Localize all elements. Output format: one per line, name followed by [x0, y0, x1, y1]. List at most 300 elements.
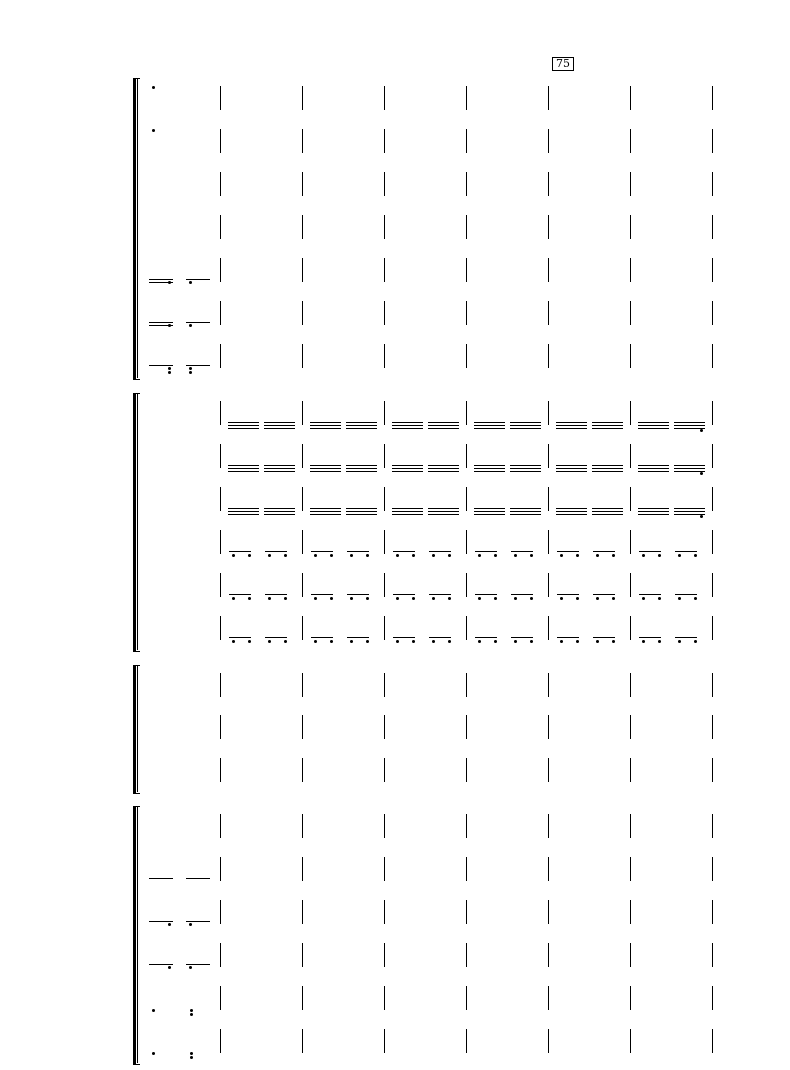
beam-line	[592, 508, 623, 509]
barline	[220, 444, 221, 468]
beam-line	[511, 637, 533, 638]
octave-dot	[248, 597, 251, 600]
beam-line	[474, 428, 505, 429]
barline	[302, 758, 303, 782]
octave-dot	[658, 554, 661, 557]
barline	[466, 814, 467, 838]
barline	[466, 129, 467, 153]
beam-line	[639, 637, 661, 638]
barline	[384, 986, 385, 1010]
octave-dot	[232, 597, 235, 600]
beam-line	[149, 878, 173, 879]
beam-line	[475, 637, 497, 638]
barline	[712, 900, 713, 924]
beam-line	[310, 425, 341, 426]
beam-line	[556, 422, 587, 423]
beam-line	[310, 428, 341, 429]
beam-line	[310, 508, 341, 509]
barline	[220, 715, 221, 739]
barline	[548, 616, 549, 640]
barline	[384, 616, 385, 640]
beam-line	[511, 551, 533, 552]
barline	[384, 857, 385, 881]
octave-dot	[268, 554, 271, 557]
beam-line	[638, 428, 669, 429]
beam-line	[347, 594, 369, 595]
barline	[302, 129, 303, 153]
barline	[548, 943, 549, 967]
barline	[466, 258, 467, 282]
octave-dot	[330, 554, 333, 557]
octave-dot	[168, 324, 171, 327]
barline	[302, 573, 303, 597]
barline	[548, 344, 549, 368]
octave-dot	[612, 597, 615, 600]
octave-dot	[478, 640, 481, 643]
barline	[302, 487, 303, 511]
octave-dot	[530, 554, 533, 557]
beam-line	[347, 637, 369, 638]
octave-dot	[152, 129, 155, 132]
beam-line	[264, 468, 295, 469]
barline	[548, 857, 549, 881]
beam-line	[311, 551, 333, 552]
barline	[548, 814, 549, 838]
beam-line	[392, 428, 423, 429]
barline	[466, 715, 467, 739]
barline	[220, 344, 221, 368]
barline	[302, 900, 303, 924]
beam-line	[557, 551, 579, 552]
octave-dot	[448, 640, 451, 643]
beam-line	[265, 637, 287, 638]
barline	[712, 487, 713, 511]
barline	[630, 1029, 631, 1053]
octave-dot	[448, 597, 451, 600]
beam-line	[228, 468, 259, 469]
barline	[220, 86, 221, 110]
beam-line	[311, 594, 333, 595]
octave-dot	[232, 554, 235, 557]
beam-line	[429, 594, 451, 595]
beam-line	[392, 514, 423, 515]
barline	[712, 986, 713, 1010]
beam-line	[428, 428, 459, 429]
barline	[712, 573, 713, 597]
barline	[302, 616, 303, 640]
beam-line	[474, 511, 505, 512]
barline	[302, 172, 303, 196]
barline	[466, 487, 467, 511]
octave-dot	[152, 86, 155, 89]
barline	[384, 943, 385, 967]
octave-dot	[658, 640, 661, 643]
beam-line	[346, 425, 377, 426]
beam-line	[264, 471, 295, 472]
beam-line	[474, 422, 505, 423]
beam-line	[264, 511, 295, 512]
barline	[384, 814, 385, 838]
beam-line	[510, 468, 541, 469]
beam-line	[428, 468, 459, 469]
barline	[302, 215, 303, 239]
barline	[548, 673, 549, 697]
octave-dot	[642, 554, 645, 557]
barline	[220, 673, 221, 697]
beam-line	[556, 425, 587, 426]
barline	[302, 401, 303, 425]
barline	[712, 172, 713, 196]
barline	[630, 301, 631, 325]
barline	[630, 401, 631, 425]
beam-line	[392, 471, 423, 472]
octave-dot	[700, 429, 703, 432]
barline	[630, 530, 631, 554]
beam-line	[228, 428, 259, 429]
barline	[220, 487, 221, 511]
beam-line	[310, 511, 341, 512]
barline	[466, 215, 467, 239]
beam-line	[474, 425, 505, 426]
barline	[384, 344, 385, 368]
octave-dot	[658, 597, 661, 600]
measure-number: 75	[552, 57, 574, 71]
octave-dot	[168, 966, 171, 969]
octave-dot	[350, 640, 353, 643]
octave-dot	[478, 554, 481, 557]
barline	[712, 814, 713, 838]
barline	[548, 86, 549, 110]
beam-line	[346, 465, 377, 466]
octave-dot	[642, 640, 645, 643]
barline	[466, 758, 467, 782]
octave-dot	[350, 597, 353, 600]
octave-dot	[314, 640, 317, 643]
barline	[384, 573, 385, 597]
octave-dot	[560, 640, 563, 643]
octave-dot	[189, 966, 192, 969]
octave-dot	[268, 597, 271, 600]
octave-dot	[678, 640, 681, 643]
beam-line	[264, 508, 295, 509]
octave-dot	[314, 597, 317, 600]
barline	[548, 573, 549, 597]
octave-dot	[268, 640, 271, 643]
barline	[220, 401, 221, 425]
beam-line	[593, 594, 615, 595]
beam-line	[638, 511, 669, 512]
barline	[220, 758, 221, 782]
beam-line	[511, 594, 533, 595]
beam-line	[346, 471, 377, 472]
beam-line	[638, 514, 669, 515]
barline	[630, 616, 631, 640]
beam-line	[392, 511, 423, 512]
barline	[384, 401, 385, 425]
barline	[302, 344, 303, 368]
barline	[548, 172, 549, 196]
barline	[384, 172, 385, 196]
barline	[302, 301, 303, 325]
octave-dot	[248, 640, 251, 643]
barline	[712, 258, 713, 282]
barline	[466, 401, 467, 425]
beam-line	[228, 471, 259, 472]
octave-dot	[432, 597, 435, 600]
barline	[384, 758, 385, 782]
beam-line	[429, 637, 451, 638]
beam-line	[593, 637, 615, 638]
beam-line	[264, 514, 295, 515]
beam-line	[228, 508, 259, 509]
octave-dot	[190, 1052, 193, 1055]
beam-line	[186, 878, 210, 879]
octave-dot	[612, 554, 615, 557]
octave-dot	[168, 923, 171, 926]
octave-dot	[350, 554, 353, 557]
barline	[302, 943, 303, 967]
beam-line	[310, 514, 341, 515]
beam-line	[264, 428, 295, 429]
barline	[384, 444, 385, 468]
barline	[302, 258, 303, 282]
barline	[630, 673, 631, 697]
octave-dot	[366, 554, 369, 557]
beam-line	[556, 508, 587, 509]
octave-dot	[576, 640, 579, 643]
beam-line	[592, 471, 623, 472]
octave-dot	[396, 554, 399, 557]
barline	[302, 86, 303, 110]
barline	[220, 573, 221, 597]
beam-line	[311, 637, 333, 638]
octave-dot	[596, 554, 599, 557]
beam-line	[592, 422, 623, 423]
octave-dot	[396, 597, 399, 600]
beam-line	[510, 514, 541, 515]
barline	[630, 857, 631, 881]
octave-dot	[412, 597, 415, 600]
octave-dot	[694, 640, 697, 643]
octave-dot	[284, 597, 287, 600]
octave-dot	[168, 367, 171, 370]
beam-line	[265, 594, 287, 595]
barline	[630, 814, 631, 838]
barline	[712, 530, 713, 554]
barline	[712, 344, 713, 368]
barline	[630, 573, 631, 597]
octave-dot	[700, 515, 703, 518]
beam-line	[229, 551, 251, 552]
octave-dot	[694, 597, 697, 600]
beam-line	[556, 511, 587, 512]
beam-line	[638, 422, 669, 423]
octave-dot	[284, 640, 287, 643]
system-bracket	[133, 78, 140, 380]
octave-dot	[189, 371, 192, 374]
octave-dot	[514, 640, 517, 643]
beam-line	[638, 471, 669, 472]
beam-line	[392, 422, 423, 423]
octave-dot	[560, 597, 563, 600]
barline	[712, 616, 713, 640]
barline	[302, 715, 303, 739]
barline	[302, 1029, 303, 1053]
beam-line	[228, 511, 259, 512]
barline	[302, 530, 303, 554]
barline	[548, 258, 549, 282]
beam-line	[510, 471, 541, 472]
octave-dot	[432, 640, 435, 643]
barline	[302, 444, 303, 468]
barline	[712, 758, 713, 782]
octave-dot	[576, 554, 579, 557]
beam-line	[392, 465, 423, 466]
octave-dot	[314, 554, 317, 557]
beam-line	[428, 422, 459, 423]
barline	[302, 857, 303, 881]
beam-line	[429, 551, 451, 552]
barline	[220, 900, 221, 924]
barline	[384, 301, 385, 325]
barline	[220, 814, 221, 838]
barline	[302, 986, 303, 1010]
barline	[548, 487, 549, 511]
barline	[220, 986, 221, 1010]
beam-line	[556, 465, 587, 466]
octave-dot	[530, 640, 533, 643]
barline	[220, 215, 221, 239]
barline	[466, 900, 467, 924]
octave-dot	[514, 554, 517, 557]
octave-dot	[678, 554, 681, 557]
beam-line	[428, 508, 459, 509]
beam-line	[593, 551, 615, 552]
barline	[466, 1029, 467, 1053]
octave-dot	[412, 640, 415, 643]
beam-line	[347, 551, 369, 552]
beam-line	[474, 508, 505, 509]
octave-dot	[576, 597, 579, 600]
barline	[548, 301, 549, 325]
octave-dot	[189, 281, 192, 284]
beam-line	[675, 551, 697, 552]
octave-dot	[596, 597, 599, 600]
barline	[220, 129, 221, 153]
barline	[220, 1029, 221, 1053]
beam-line	[674, 465, 705, 466]
barline	[548, 715, 549, 739]
octave-dot	[478, 597, 481, 600]
barline	[712, 215, 713, 239]
barline	[384, 215, 385, 239]
beam-line	[393, 637, 415, 638]
barline	[466, 444, 467, 468]
beam-line	[557, 637, 579, 638]
barline	[466, 573, 467, 597]
beam-line	[674, 468, 705, 469]
beam-line	[556, 428, 587, 429]
octave-dot	[642, 597, 645, 600]
octave-dot	[494, 554, 497, 557]
beam-line	[510, 511, 541, 512]
barline	[548, 215, 549, 239]
barline	[712, 86, 713, 110]
beam-line	[265, 551, 287, 552]
beam-line	[556, 468, 587, 469]
beam-line	[310, 465, 341, 466]
octave-dot	[514, 597, 517, 600]
beam-line	[592, 511, 623, 512]
octave-dot	[190, 1056, 193, 1059]
barline	[548, 444, 549, 468]
octave-dot	[189, 923, 192, 926]
beam-line	[675, 637, 697, 638]
barline	[630, 86, 631, 110]
barline	[548, 129, 549, 153]
beam-line	[346, 428, 377, 429]
beam-line	[592, 425, 623, 426]
barline	[466, 673, 467, 697]
beam-line	[228, 422, 259, 423]
beam-line	[346, 514, 377, 515]
octave-dot	[190, 1013, 193, 1016]
beam-line	[556, 514, 587, 515]
barline	[630, 900, 631, 924]
barline	[384, 258, 385, 282]
beam-line	[346, 468, 377, 469]
barline	[548, 986, 549, 1010]
beam-line	[428, 514, 459, 515]
barline	[220, 857, 221, 881]
beam-line	[675, 594, 697, 595]
beam-line	[639, 551, 661, 552]
octave-dot	[168, 281, 171, 284]
system-bracket	[133, 806, 140, 1065]
beam-line	[474, 465, 505, 466]
beam-line	[228, 465, 259, 466]
system-bracket	[133, 665, 140, 794]
barline	[384, 487, 385, 511]
beam-line	[392, 508, 423, 509]
beam-line	[638, 468, 669, 469]
beam-line	[392, 468, 423, 469]
beam-line	[592, 468, 623, 469]
octave-dot	[284, 554, 287, 557]
barline	[548, 530, 549, 554]
beam-line	[674, 511, 705, 512]
barline	[712, 401, 713, 425]
beam-line	[392, 425, 423, 426]
barline	[630, 487, 631, 511]
barline	[466, 986, 467, 1010]
octave-dot	[366, 640, 369, 643]
beam-line	[510, 465, 541, 466]
barline	[630, 715, 631, 739]
beam-line	[393, 594, 415, 595]
beam-line	[229, 594, 251, 595]
beam-line	[428, 511, 459, 512]
beam-line	[510, 422, 541, 423]
barline	[630, 943, 631, 967]
octave-dot	[396, 640, 399, 643]
beam-line	[674, 425, 705, 426]
barline	[302, 673, 303, 697]
octave-dot	[190, 1009, 193, 1012]
beam-line	[674, 508, 705, 509]
barline	[466, 301, 467, 325]
barline	[384, 673, 385, 697]
